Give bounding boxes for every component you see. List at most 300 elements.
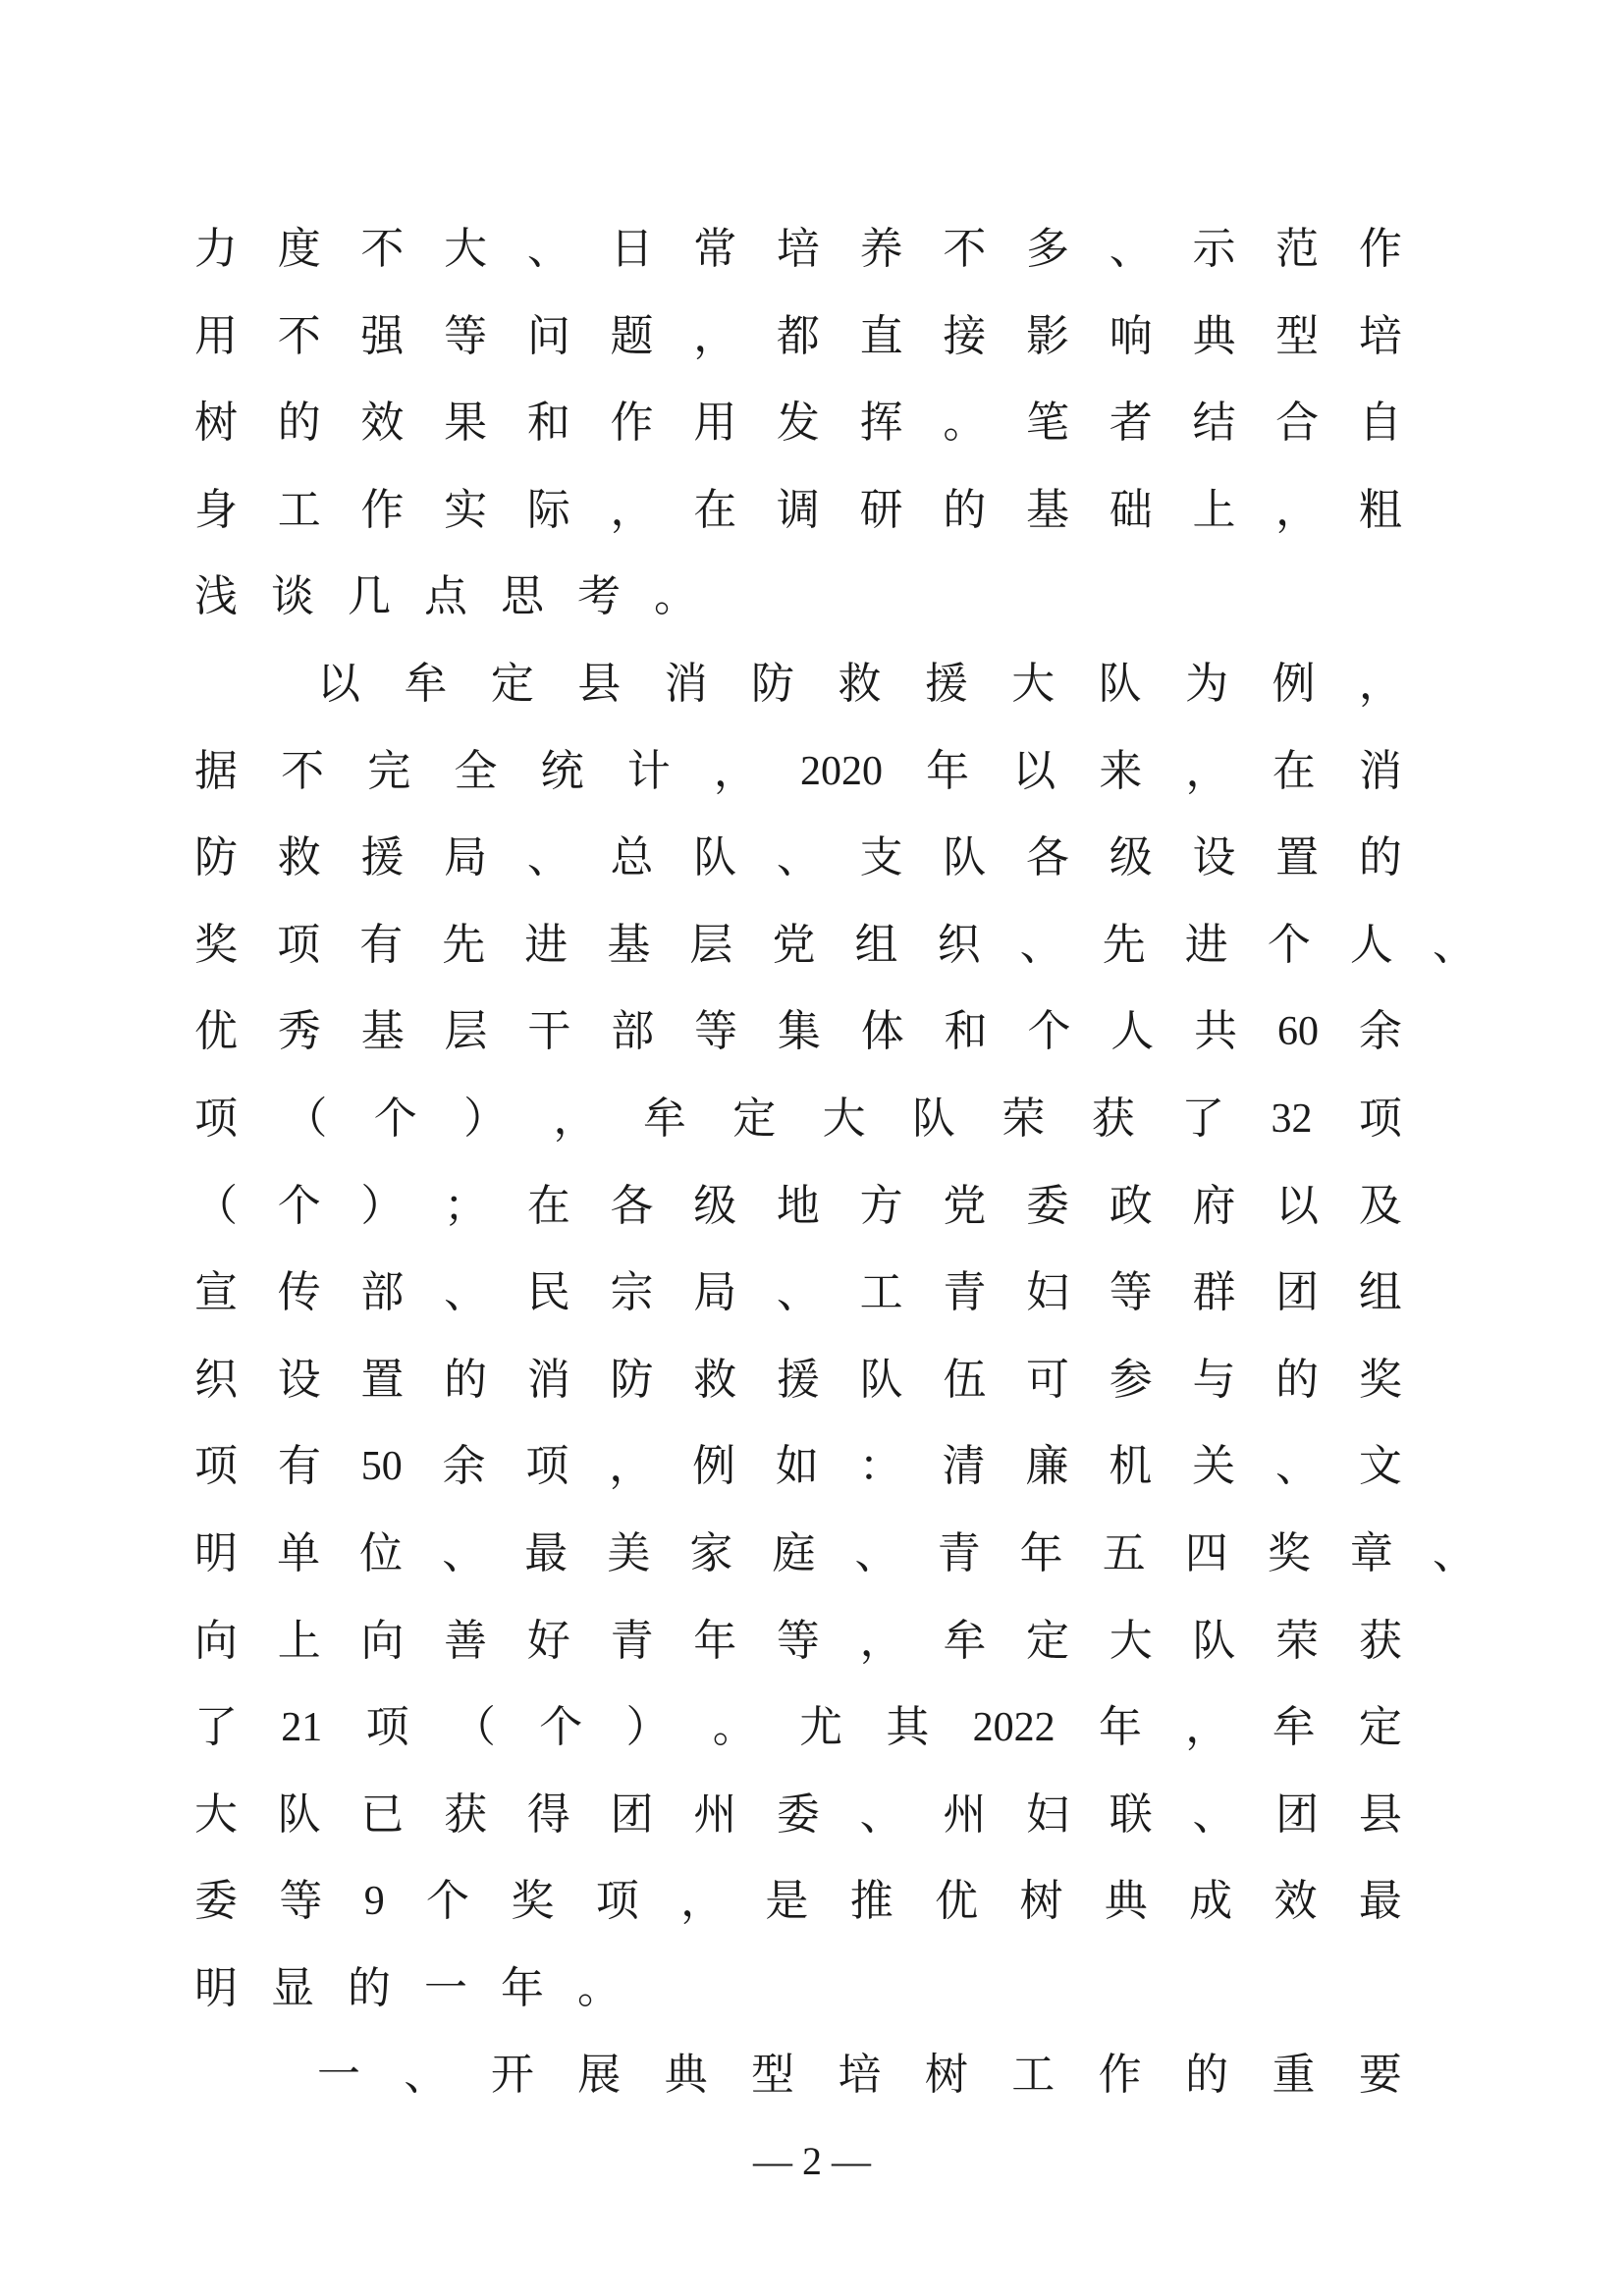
glyph: 关 <box>1192 1441 1236 1492</box>
glyph: 等 <box>694 1006 738 1057</box>
glyph: 庭 <box>772 1527 816 1578</box>
glyph: 及 <box>1358 1180 1402 1231</box>
glyph: 党 <box>772 919 816 970</box>
glyph: 青 <box>937 1527 981 1578</box>
glyph: 奖 <box>194 919 238 970</box>
glyph: 个 <box>539 1702 583 1753</box>
glyph: 级 <box>1109 832 1153 883</box>
glyph: 部 <box>611 1006 655 1057</box>
body-text <box>194 206 1476 2119</box>
glyph: 妇 <box>1026 1789 1070 1840</box>
glyph: 的 <box>943 484 987 535</box>
glyph: 、 <box>526 224 570 274</box>
glyph: 等 <box>1109 1267 1153 1318</box>
glyph: 为 <box>1185 658 1229 709</box>
glyph: 队 <box>277 1789 321 1840</box>
glyph: 荣 <box>1275 1615 1320 1666</box>
text-line <box>194 554 1402 641</box>
text-line <box>194 1163 1402 1251</box>
glyph: 局 <box>444 832 488 883</box>
glyph: 牟 <box>404 658 448 709</box>
glyph: 等 <box>776 1615 820 1666</box>
glyph: 50 <box>360 1444 403 1490</box>
glyph: 统 <box>540 745 584 796</box>
glyph: 多 <box>1026 224 1070 274</box>
glyph: 例 <box>692 1441 736 1492</box>
glyph: 消 <box>1358 745 1402 796</box>
glyph: 团 <box>1275 1267 1320 1318</box>
glyph: 州 <box>943 1789 987 1840</box>
glyph: 廉 <box>1025 1441 1069 1492</box>
glyph: 、 <box>854 1527 898 1578</box>
glyph: 明 <box>194 1962 238 2013</box>
glyph: ） <box>625 1702 670 1753</box>
glyph: 典 <box>1104 1876 1148 1927</box>
glyph: 层 <box>444 1006 488 1057</box>
glyph: 消 <box>664 658 708 709</box>
glyph: 最 <box>524 1527 568 1578</box>
glyph: 支 <box>859 832 903 883</box>
glyph: 以 <box>1275 1180 1320 1231</box>
glyph: 民 <box>526 1267 570 1318</box>
glyph: 获 <box>444 1789 488 1840</box>
glyph: 秀 <box>277 1006 321 1057</box>
glyph: 级 <box>693 1180 737 1231</box>
glyph: 典 <box>1192 310 1236 361</box>
text-line <box>194 815 1402 902</box>
glyph: 委 <box>194 1876 238 1927</box>
glyph: 队 <box>693 832 737 883</box>
glyph: 方 <box>859 1180 903 1231</box>
glyph: 队 <box>859 1354 903 1405</box>
glyph: 大 <box>444 224 488 274</box>
glyph: 伍 <box>943 1354 987 1405</box>
glyph: 大 <box>194 1789 238 1840</box>
glyph: 开 <box>490 2050 534 2101</box>
glyph: 在 <box>1272 745 1316 796</box>
glyph: 妇 <box>1026 1267 1070 1318</box>
glyph: 进 <box>1184 919 1228 970</box>
glyph: 21 <box>281 1705 323 1751</box>
glyph: 年 <box>926 745 970 796</box>
glyph: 32 <box>1271 1095 1313 1142</box>
glyph: 树 <box>924 2050 968 2101</box>
glyph: 、 <box>442 1527 486 1578</box>
glyph: 、 <box>1019 919 1063 970</box>
glyph: 了 <box>194 1702 238 1753</box>
glyph: 救 <box>277 832 321 883</box>
glyph: 得 <box>526 1789 570 1840</box>
glyph: 余 <box>442 1441 486 1492</box>
glyph: 础 <box>1109 484 1153 535</box>
glyph: 明 <box>194 1527 238 1578</box>
glyph: 养 <box>859 224 903 274</box>
glyph: 效 <box>360 398 405 449</box>
glyph: 用 <box>194 310 238 361</box>
glyph: 上 <box>1192 484 1236 535</box>
glyph: ） <box>360 1180 405 1231</box>
text-line <box>194 206 1402 294</box>
glyph: 美 <box>607 1527 651 1578</box>
glyph: 项 <box>194 1441 238 1492</box>
glyph: 工 <box>859 1267 903 1318</box>
glyph: 政 <box>1109 1180 1153 1231</box>
glyph: 据 <box>194 745 238 796</box>
glyph: 例 <box>1272 658 1316 709</box>
paragraph-first-line <box>317 641 1402 728</box>
glyph: 防 <box>610 1354 654 1405</box>
glyph: 人 <box>1349 919 1393 970</box>
glyph: 9 <box>363 1879 385 1925</box>
glyph: 荣 <box>1001 1093 1046 1144</box>
glyph: 设 <box>277 1354 321 1405</box>
glyph: 项 <box>194 1093 238 1144</box>
glyph: 团 <box>1275 1789 1320 1840</box>
glyph: 体 <box>860 1006 904 1057</box>
glyph: ， <box>1185 745 1229 796</box>
glyph: 个 <box>426 1876 470 1927</box>
glyph: 。 <box>654 571 697 622</box>
glyph: 先 <box>442 919 486 970</box>
glyph: 身 <box>194 484 238 535</box>
glyph: 问 <box>526 310 570 361</box>
glyph: 救 <box>838 658 882 709</box>
glyph: 党 <box>943 1180 987 1231</box>
glyph: 如 <box>775 1441 819 1492</box>
glyph: 度 <box>277 224 321 274</box>
glyph: 织 <box>194 1354 238 1405</box>
glyph: ， <box>859 1615 903 1666</box>
glyph: 获 <box>1358 1615 1402 1666</box>
glyph: 消 <box>526 1354 570 1405</box>
glyph: ， <box>553 1093 597 1144</box>
glyph: 典 <box>664 2050 708 2101</box>
text-line <box>194 1250 1402 1337</box>
glyph: 来 <box>1099 745 1143 796</box>
text-line <box>194 1337 1402 1424</box>
glyph: 援 <box>924 658 968 709</box>
glyph: 定 <box>1026 1615 1070 1666</box>
glyph: 与 <box>1192 1354 1236 1405</box>
text-line <box>194 294 1402 381</box>
glyph: 有 <box>277 1441 321 1492</box>
glyph: 、 <box>859 1789 903 1840</box>
glyph: 置 <box>1275 832 1320 883</box>
glyph: 用 <box>693 398 737 449</box>
glyph: 清 <box>942 1441 986 1492</box>
glyph: 个 <box>373 1093 417 1144</box>
glyph: 置 <box>360 1354 405 1405</box>
glyph: 。 <box>943 398 987 449</box>
text-line <box>194 1598 1402 1685</box>
text-line <box>194 1946 1402 2033</box>
glyph: 推 <box>849 1876 893 1927</box>
glyph: 在 <box>693 484 737 535</box>
glyph: 型 <box>751 2050 795 2101</box>
glyph: ， <box>693 310 737 361</box>
glyph: 优 <box>935 1876 979 1927</box>
glyph: 设 <box>1192 832 1236 883</box>
glyph: ， <box>1185 1702 1229 1753</box>
text-line <box>194 902 1476 989</box>
glyph: 可 <box>1026 1354 1070 1405</box>
glyph: 基 <box>360 1006 405 1057</box>
text-line <box>194 1772 1402 1859</box>
glyph: 团 <box>610 1789 654 1840</box>
glyph: 谈 <box>271 571 314 622</box>
glyph: ， <box>1275 484 1320 535</box>
glyph: 县 <box>577 658 622 709</box>
glyph: 防 <box>194 832 238 883</box>
text-line <box>194 728 1402 816</box>
glyph: 委 <box>776 1789 820 1840</box>
glyph: 树 <box>194 398 238 449</box>
glyph: 年 <box>693 1615 737 1666</box>
glyph: 。 <box>577 1962 621 2013</box>
glyph: ， <box>713 745 757 796</box>
glyph: 效 <box>1273 1876 1318 1927</box>
glyph: 最 <box>1358 1876 1402 1927</box>
glyph: 60 <box>1276 1009 1319 1055</box>
glyph: 定 <box>732 1093 777 1144</box>
glyph: 队 <box>912 1093 955 1144</box>
glyph: 、 <box>776 1267 820 1318</box>
glyph: ； <box>444 1180 488 1231</box>
glyph: （ <box>284 1093 328 1144</box>
glyph: 合 <box>1275 398 1320 449</box>
glyph: 牟 <box>943 1615 987 1666</box>
glyph: 接 <box>943 310 987 361</box>
glyph: 。 <box>712 1702 756 1753</box>
glyph: 不 <box>943 224 987 274</box>
glyph: 总 <box>610 832 654 883</box>
glyph: ） <box>463 1093 508 1144</box>
glyph: 的 <box>1185 2050 1229 2101</box>
glyph: 、 <box>526 832 570 883</box>
glyph: 四 <box>1184 1527 1228 1578</box>
glyph: 计 <box>626 745 671 796</box>
glyph: 的 <box>444 1354 488 1405</box>
glyph: 了 <box>1181 1093 1225 1144</box>
glyph: （ <box>194 1180 238 1231</box>
glyph: 、 <box>1109 224 1153 274</box>
glyph: 定 <box>490 658 534 709</box>
glyph: 笔 <box>1026 398 1070 449</box>
glyph: 余 <box>1358 1006 1402 1057</box>
glyph: 组 <box>854 919 898 970</box>
glyph: 的 <box>1275 1354 1320 1405</box>
glyph: 项 <box>525 1441 569 1492</box>
glyph: 、 <box>1432 1527 1476 1578</box>
glyph: 不 <box>277 310 321 361</box>
text-line <box>194 1076 1402 1163</box>
glyph: 直 <box>859 310 903 361</box>
glyph: 获 <box>1091 1093 1135 1144</box>
glyph: 层 <box>689 919 733 970</box>
page-number: — 2 — <box>753 2139 871 2183</box>
glyph: 机 <box>1109 1441 1153 1492</box>
glyph: 显 <box>271 1962 314 2013</box>
glyph: 基 <box>607 919 651 970</box>
glyph: 局 <box>693 1267 737 1318</box>
glyph: 展 <box>577 2050 622 2101</box>
glyph: 一 <box>424 1962 467 2013</box>
glyph: 青 <box>943 1267 987 1318</box>
glyph: 强 <box>360 310 405 361</box>
glyph: 人 <box>1110 1006 1155 1057</box>
glyph: 、 <box>404 2050 448 2101</box>
glyph: 全 <box>454 745 498 796</box>
glyph: 大 <box>1109 1615 1153 1666</box>
glyph: 项 <box>595 1876 639 1927</box>
glyph: 个 <box>1267 919 1311 970</box>
glyph: 部 <box>360 1267 405 1318</box>
glyph: 善 <box>444 1615 488 1666</box>
glyph: 日 <box>610 224 654 274</box>
glyph: 者 <box>1109 398 1153 449</box>
glyph: 和 <box>944 1006 988 1057</box>
glyph: 青 <box>610 1615 654 1666</box>
glyph: 项 <box>277 919 321 970</box>
glyph: 实 <box>444 484 488 535</box>
text-line <box>194 1858 1402 1946</box>
glyph: 树 <box>1019 1876 1063 1927</box>
glyph: 奖 <box>1358 1354 1402 1405</box>
glyph: 有 <box>359 919 404 970</box>
glyph: 自 <box>1358 398 1402 449</box>
glyph: 、 <box>1274 1441 1319 1492</box>
glyph: 奖 <box>511 1876 555 1927</box>
glyph: 培 <box>776 224 820 274</box>
glyph: 文 <box>1358 1441 1402 1492</box>
glyph: 作 <box>610 398 654 449</box>
glyph: 、 <box>1192 1789 1236 1840</box>
glyph: 援 <box>360 832 405 883</box>
glyph: 向 <box>360 1615 405 1666</box>
glyph: 队 <box>1098 658 1142 709</box>
glyph: 范 <box>1275 224 1320 274</box>
glyph: 府 <box>1192 1180 1236 1231</box>
glyph: 传 <box>277 1267 321 1318</box>
text-line <box>194 988 1402 1076</box>
glyph: 好 <box>526 1615 570 1666</box>
glyph: 项 <box>1358 1093 1402 1144</box>
glyph: 干 <box>527 1006 571 1057</box>
glyph: 援 <box>776 1354 820 1405</box>
glyph: 在 <box>526 1180 570 1231</box>
glyph: 单 <box>277 1527 321 1578</box>
glyph: 结 <box>1192 398 1236 449</box>
glyph: 各 <box>610 1180 654 1231</box>
glyph: 队 <box>1192 1615 1236 1666</box>
glyph: 位 <box>359 1527 404 1578</box>
glyph: 年 <box>1098 1702 1142 1753</box>
glyph: 培 <box>1358 310 1402 361</box>
glyph: 、 <box>776 832 820 883</box>
glyph: 2022 <box>972 1705 1056 1751</box>
text-line <box>194 1511 1476 1598</box>
glyph: 已 <box>360 1789 405 1840</box>
glyph: 各 <box>1026 832 1070 883</box>
glyph: 奖 <box>1267 1527 1311 1578</box>
glyph: 家 <box>689 1527 733 1578</box>
glyph: 大 <box>1011 658 1056 709</box>
glyph: 几 <box>348 571 391 622</box>
glyph: 优 <box>194 1006 238 1057</box>
glyph: 2020 <box>799 748 883 794</box>
glyph: 际 <box>526 484 570 535</box>
glyph: 向 <box>194 1615 238 1666</box>
glyph: 织 <box>937 919 981 970</box>
glyph: 都 <box>776 310 820 361</box>
glyph: 进 <box>524 919 568 970</box>
glyph: 作 <box>1098 2050 1142 2101</box>
glyph: 影 <box>1026 310 1070 361</box>
text-line <box>194 1684 1402 1772</box>
glyph: 尤 <box>799 1702 843 1753</box>
glyph: 集 <box>777 1006 821 1057</box>
glyph: 组 <box>1358 1267 1402 1318</box>
glyph: 参 <box>1109 1354 1153 1405</box>
glyph: 以 <box>1012 745 1056 796</box>
glyph: 牟 <box>1272 1702 1316 1753</box>
glyph: 作 <box>1358 224 1402 274</box>
glyph: ， <box>610 484 654 535</box>
glyph: 等 <box>279 1876 323 1927</box>
glyph: 年 <box>1019 1527 1063 1578</box>
glyph: 章 <box>1349 1527 1393 1578</box>
glyph: 工 <box>1011 2050 1056 2101</box>
glyph: 大 <box>822 1093 866 1144</box>
glyph: 宣 <box>194 1267 238 1318</box>
glyph: 先 <box>1102 919 1146 970</box>
glyph: 要 <box>1358 2050 1402 2101</box>
glyph: 挥 <box>859 398 903 449</box>
glyph: 作 <box>360 484 405 535</box>
glyph: 防 <box>751 658 795 709</box>
glyph: 共 <box>1194 1006 1238 1057</box>
glyph: 五 <box>1102 1527 1146 1578</box>
text-line <box>194 1423 1402 1511</box>
glyph: 不 <box>281 745 325 796</box>
glyph: ： <box>858 1441 902 1492</box>
glyph: 研 <box>859 484 903 535</box>
glyph: 宗 <box>610 1267 654 1318</box>
glyph: 、 <box>444 1267 488 1318</box>
glyph: 思 <box>501 571 544 622</box>
glyph: 群 <box>1192 1267 1236 1318</box>
glyph: 工 <box>277 484 321 535</box>
glyph: 州 <box>693 1789 737 1840</box>
glyph: 基 <box>1026 484 1070 535</box>
glyph: 其 <box>886 1702 930 1753</box>
glyph: （ <box>452 1702 496 1753</box>
glyph: 和 <box>526 398 570 449</box>
glyph: 完 <box>367 745 411 796</box>
glyph: 项 <box>365 1702 409 1753</box>
glyph: 发 <box>776 398 820 449</box>
glyph: 考 <box>577 571 621 622</box>
glyph: 点 <box>424 571 467 622</box>
glyph: 响 <box>1109 310 1153 361</box>
glyph: ， <box>680 1876 725 1927</box>
glyph: 县 <box>1358 1789 1402 1840</box>
glyph: 定 <box>1358 1702 1402 1753</box>
glyph: 个 <box>277 1180 321 1231</box>
text-line <box>194 467 1402 555</box>
glyph: 调 <box>776 484 820 535</box>
glyph: 队 <box>943 832 987 883</box>
